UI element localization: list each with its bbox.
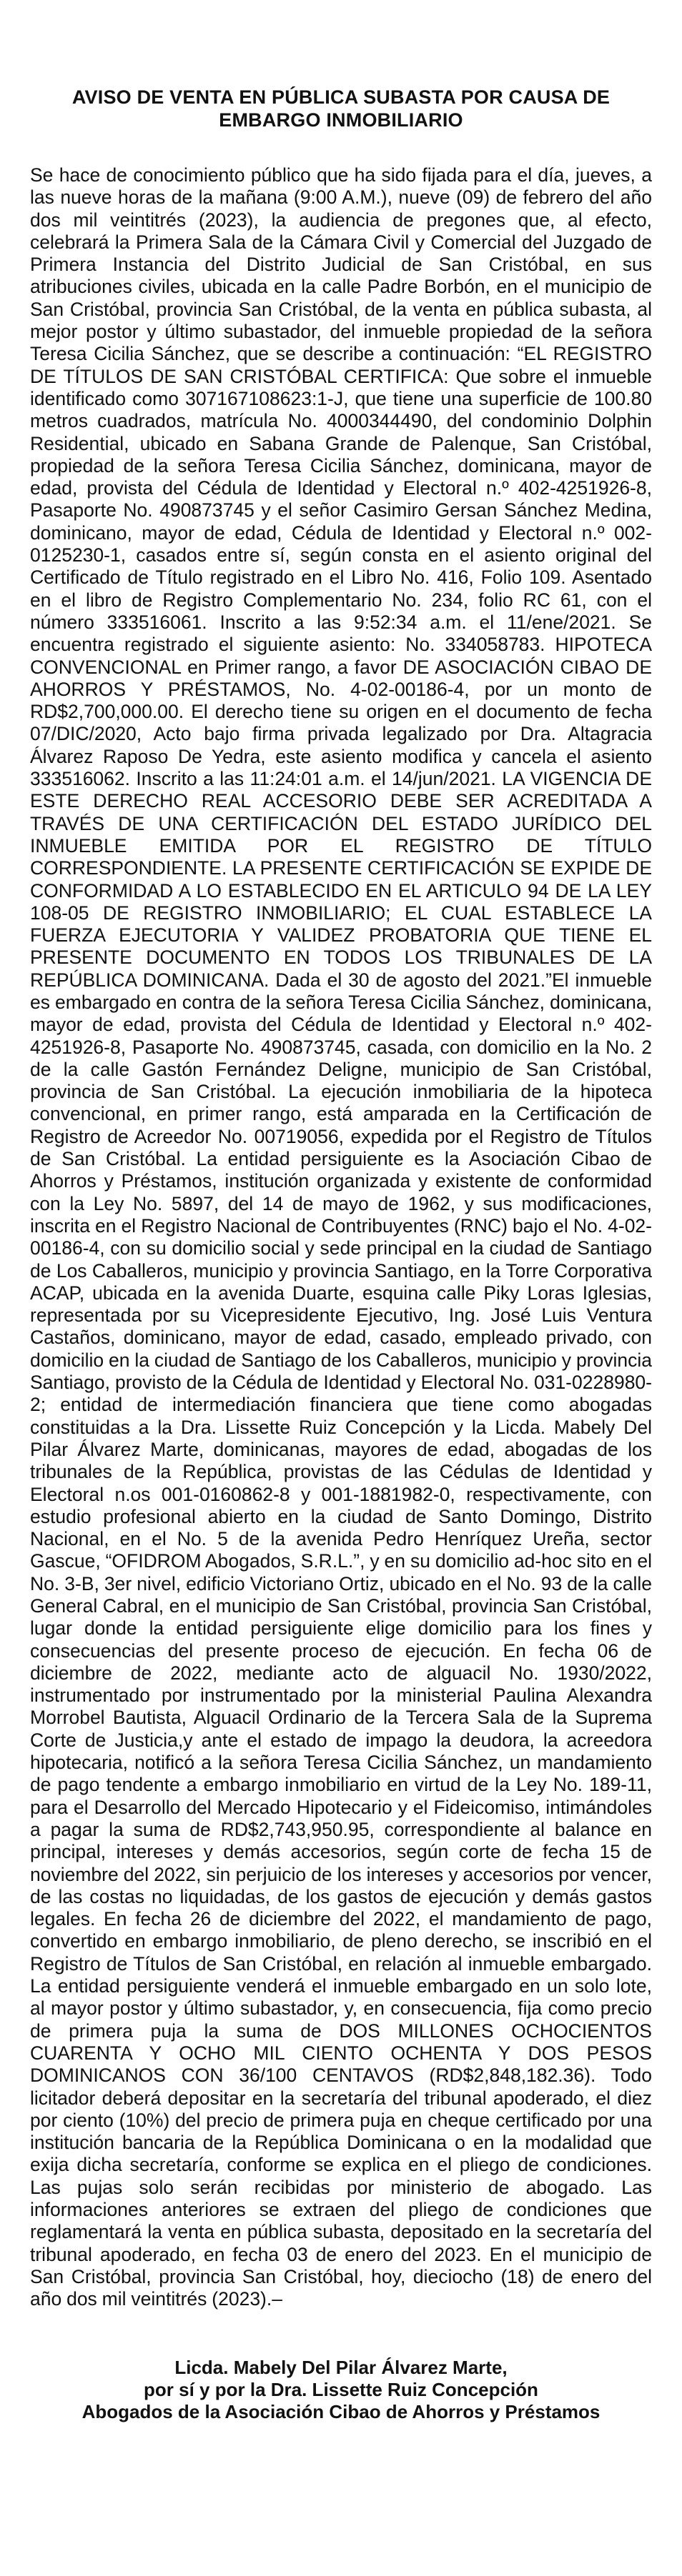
signature-line-1: Licda. Mabely Del Pilar Álvarez Marte, — [174, 2356, 508, 2378]
signature-line-2: por sí y por la Dra. Lissette Ruiz Concepción — [144, 2378, 538, 2400]
signature-block — [30, 2357, 652, 2423]
notice-title-line-2: EMBARGO INMOBILIARIO — [219, 109, 463, 131]
notice-title-line-1: AVISO DE VENTA EN PÚBLICA SUBASTA POR CAUSA DE — [71, 86, 611, 108]
signature-line-3: Abogados de la Asociación Cibao de Ahorros y Préstamos — [81, 2400, 601, 2422]
notice-title — [30, 86, 652, 131]
notice-body-text: Se hace de conocimiento público que ha sido fijada para el día, jueves, a las nueve horas de la mañana (9:00 A.M.), nueve (09) de febrero del año dos mil veintitrés (2023), la audiencia de pregones que, al efecto, celebrará la Primera Sala de la Cámara Civil y Comercial del Juzgado de Primera Instancia del Distrito Judicial de San Cristóbal, en sus atribuciones civiles, ubicada en la calle Padre Borbón, en el municipio de San Cristóbal, provincia San Cristóbal, de la venta en pública subasta, al mejor postor y último subastador, del inmueble propiedad de la señora Teresa Cicilia Sánchez, que se describe a continuación: “EL REGISTRO DE TÍTULOS DE SAN CRISTÓBAL CERTIFICA: Que sobre el inmueble identificado como 307167108623:1-J, que tiene una superficie de 100.80 metros cuadrados, matrícula No. 4000344490, del condominio Dolphin Residential, ubicado en Sabana Grande de Palenque, San Cristóbal, propiedad de la señora Teresa Cicilia Sánchez, dominicana, mayor de edad, provista del Cédula de Identidad y Electoral n.º 402-4251926-8, Pasaporte No. 490873745 y el señor Casimiro Gersan Sánchez Medina, dominicano, mayor de edad, Cédula de Identidad y Electoral n.º 002-0125230-1, casados entre sí, según consta en el asiento original del Certificado de Título registrado en el Libro No. 416, Folio 109. Asentado en el libro de Registro Complementario No. 234, folio RC 61, con el número 333516061. Inscrito a las 9:52:34 a.m. el 11/ene/2021. Se encuentra registrado el siguiente asiento: No. 334058783. HIPOTECA CONVENCIONAL en Primer rango, a favor DE ASOCIACIÓN CIBAO DE AHORROS Y PRÉSTAMOS, No. 4-02-00186-4, por un monto de RD$2,700,000.00. El derecho tiene su origen en el documento de fecha 07/DIC/2020, Acto bajo firma privada legalizado por Dra. Altagracia Álvarez Raposo De Yedra, este asiento modifica y cancela el asiento 333516062. Inscrito a las 11:24:01 a.m. el 14/jun/2021. LA VIGENCIA DE ESTE DERECHO REAL ACCESORIO DEBE SER ACREDITADA A TRAVÉS DE UNA CERTIFICACIÓN DEL ESTADO JURÍDICO DEL INMUEBLE EMITIDA POR EL REGISTRO DE TÍTULO CORRESPONDIENTE. LA PRESENTE CERTIFICACIÓN SE EXPIDE DE CONFORMIDAD A LO ESTABLECIDO EN EL ARTICULO 94 DE LA LEY 108-05 DE REGISTRO INMOBILIARIO; EL CUAL ESTABLECE LA FUERZA EJECUTORIA Y VALIDEZ PROBATORIA QUE TIENE EL PRESENTE DOCUMENTO EN TODOS LOS TRIBUNALES DE LA REPÚBLICA DOMINICANA. Dada el 30 de agosto del 2021.”El inmueble es embargado en contra de la señora Teresa Cicilia Sánchez, dominicana, mayor de edad, provista del Cédula de Identidad y Electoral n.º 402-4251926-8, Pasaporte No. 490873745, casada, con domicilio en la No. 2 de la calle Gastón Fernández Deligne, municipio de San Cristóbal, provincia de San Cristóbal. La ejecución inmobiliaria de la hipoteca convencional, en primer rango, está amparada en la Certificación de Registro de Acreedor No. 00719056, expedida por el Registro de Títulos de San Cristóbal. La entidad persiguiente es la Asociación Cibao de Ahorros y Préstamos, institución organizada y existente de conformidad con la Ley No. 5897, del 14 de mayo de 1962, y sus modificaciones, inscrita en el Registro Nacional de Contribuyentes (RNC) bajo el No. 4-02-00186-4, con su domicilio social y sede principal en la ciudad de Santiago de Los Caballeros, municipio y provincia Santiago, en la Torre Corporativa ACAP, ubicada en la avenida Duarte, esquina calle Piky Loras Iglesias, representada por su Vicepresidente Ejecutivo, Ing. José Luis Ventura Castaños, dominicano, mayor de edad, casado, empleado privado, con domicilio en la ciudad de Santiago de los Caballeros, municipio y provincia Santiago, provisto de la Cédula de Identidad y Electoral No. 031-0228980-2; entidad de intermediación financiera que tiene como abogadas constituidas a la Dra. Lissette Ruiz Concepción y la Licda. Mabely Del Pilar Álvarez Marte, dominicanas, mayores de edad, abogadas de los tribunales de la República, provistas de las Cédulas de Identidad y Electoral n.os 001-0160862-8 y 001-1881982-0, respectivamente, con estudio profesional abierto en la ciudad de Santo Domingo, Distrito Nacional, en el No. 5 de la avenida Pedro Henríquez Ureña, sector Gascue, “OFIDROM Abogados, S.R.L.”, y en su domicilio ad-hoc sito en el No. 3-B, 3er nivel, edificio Victoriano Ortiz, ubicado en el No. 93 de la calle General Cabral, en el municipio de San Cristóbal, provincia San Cristóbal, lugar donde la entidad persiguiente elige domicilio para los fines y consecuencias del presente proceso de ejecución. En fecha 06 de diciembre de 2022, mediante acto de alguacil No. 1930/2022, instrumentado por instrumentado por la ministerial Paulina Alexandra Morrobel Bautista, Alguacil Ordinario de la Tercera Sala de la Suprema Corte de Justicia,y ante el estado de impago la deudora, la acreedora hipotecaria, notificó a la señora Teresa Cicilia Sánchez, un mandamiento de pago tendente a embargo inmobiliario en virtud de la Ley No. 189-11, para el Desarrollo del Mercado Hipotecario y el Fideicomiso, intimándoles a pagar la suma de RD$2,743,950.95, correspondiente al balance en principal, intereses y demás accesorios, según corte de fecha 15 de noviembre del 2022, sin perjuicio de los intereses y accesorios por vencer, de las costas no liquidadas, de los gastos de ejecución y demás gastos legales. En fecha 26 de diciembre del 2022, el mandamiento de pago, convertido en embargo inmobiliario, de pleno derecho, se inscribió en el Registro de Títulos de San Cristóbal, en relación al inmueble embargado. La entidad persiguiente venderá el inmueble embargado en un solo lote, al mayor postor y último subastador, y, en consecuencia, fija como precio de primera puja la suma de DOS MILLONES OCHOCIENTOS CUARENTA Y OCHO MIL CIENTO OCHENTA Y DOS PESOS DOMINICANOS CON 36/100 CENTAVOS (RD$2,848,182.36). Todo licitador deberá depositar en la secretaría del tribunal apoderado, el diez por ciento (10%) del precio de primera puja en cheque certificado por una institución bancaria de la República Dominicana o en la modalidad que exija dicha secretaría, conforme se explica en el pliego de condiciones. Las pujas solo serán recibidas por ministerio de abogado. Las informaciones anteriores se extraen del pliego de condiciones que reglamentará la venta en pública subasta, depositado en la secretaría del tribunal apoderado, en fecha 03 de enero del 2023. En el municipio de San Cristóbal, provincia San Cristóbal, hoy, dieciocho (18) de enero del año dos mil veintitrés (2023).– — [30, 164, 652, 2310]
